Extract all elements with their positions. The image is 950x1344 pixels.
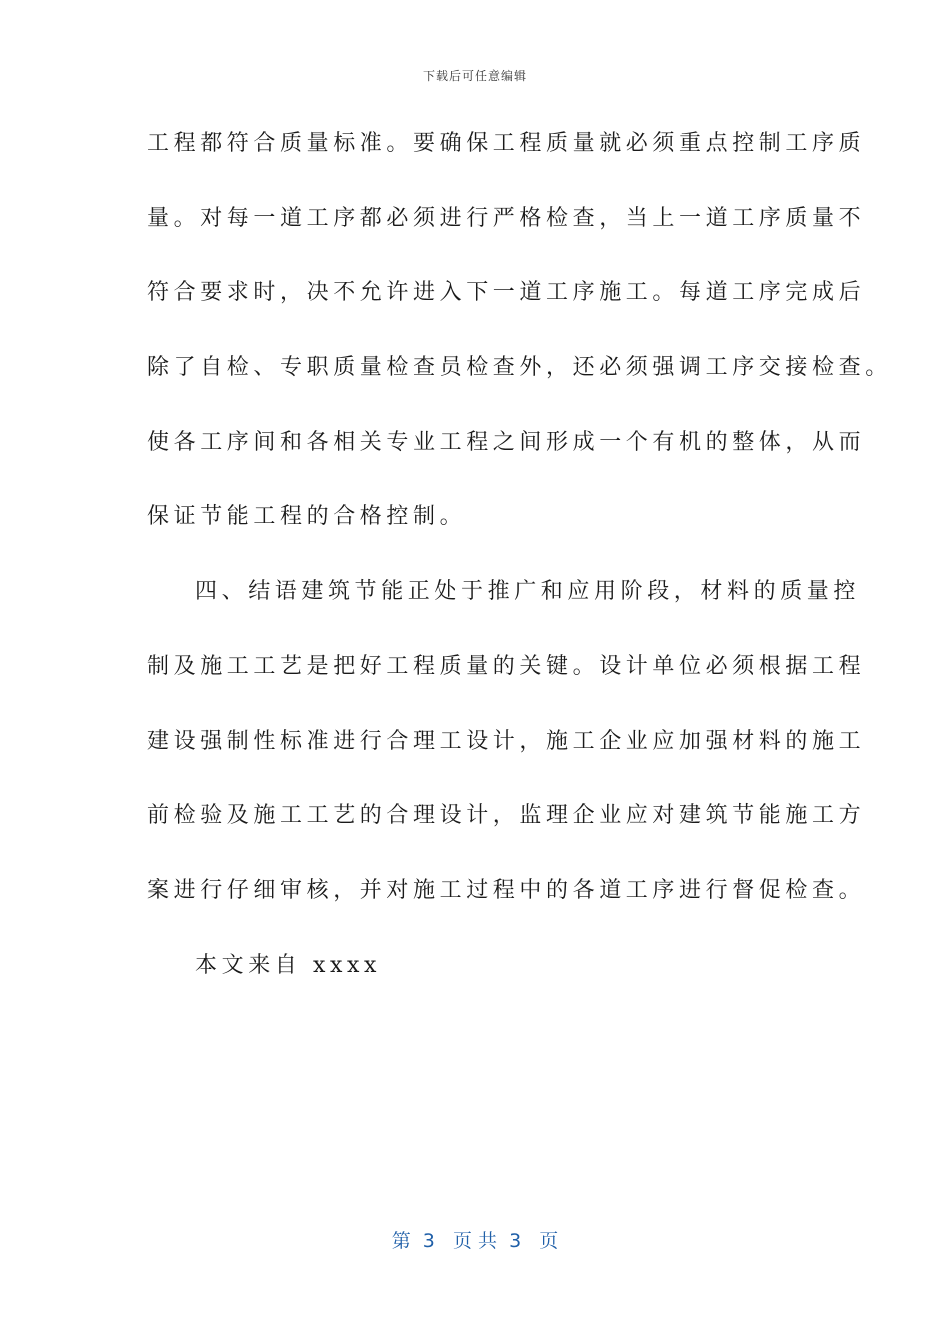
body-line: 制及施工工艺是把好工程质量的关键。设计单位必须根据工程: [147, 653, 866, 679]
body-line: 符合要求时，决不允许进入下一道工序施工。每道工序完成后: [147, 280, 866, 306]
section-heading-line: 四、结语建筑节能正处于推广和应用阶段，材料的质量控: [195, 579, 861, 605]
page-number-footer: 第 3 页 共 3 页: [391, 1230, 559, 1252]
body-line: 除了自检、专职质量检查员检查外，还必须强调工序交接检查。: [147, 355, 892, 381]
body-line: 使各工序间和各相关专业工程之间形成一个有机的整体，从而: [147, 429, 866, 455]
body-line: 建设强制性标准进行合理工设计，施工企业应加强材料的施工: [147, 728, 866, 754]
body-line: 量。对每一道工序都必须进行严格检查，当上一道工序质量不: [147, 205, 866, 231]
page-header: 下载后可任意编辑: [422, 69, 527, 83]
document-body: [147, 121, 892, 1017]
source-line: 本文来自 xxxx: [195, 952, 382, 978]
body-line: 保证节能工程的合格控制。: [147, 504, 467, 530]
body-line: 前检验及施工工艺的合理设计，监理企业应对建筑节能施工方: [147, 803, 866, 829]
body-line: 工程都符合质量标准。要确保工程质量就必须重点控制工序质: [147, 131, 866, 156]
body-line: 案进行仔细审核，并对施工过程中的各道工序进行督促检查。: [147, 877, 866, 903]
